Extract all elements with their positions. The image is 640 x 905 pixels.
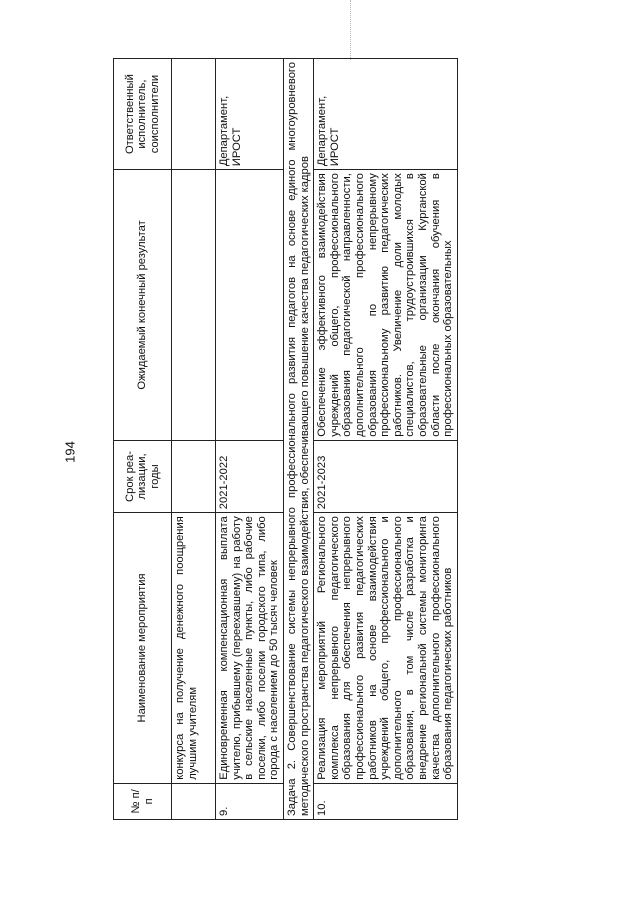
table-header-row [114, 59, 172, 820]
cell-resp: Департамент, ИРОСТ [216, 59, 284, 170]
cell-result [216, 170, 284, 441]
task-row [283, 59, 313, 820]
cell-name: Единовременная компенсационная выплата учителю, прибывшему (переехавшему) на работу в сельские населенные пункты, либо рабочие поселки, либо поселки городского типа, либо города с населением до 50 тысяч человек [216, 513, 284, 784]
cell-term: 2021-2023 [314, 440, 458, 512]
rotated-table-container [113, 58, 455, 820]
table-row [172, 59, 216, 820]
cell-name: конкурса на получение денежного поощрения лучшим учителям [172, 513, 216, 784]
table-row [216, 59, 284, 820]
activities-table [113, 58, 458, 820]
scan-artifact-line [350, 0, 351, 60]
cell-num [172, 783, 216, 819]
cell-name: Реализация мероприятий Регионального комплекса непрерывного педагогического образования для обеспечения непрерывного профессионального развития педагогических работников на основе взаимодействия учреждений общего, профессионального и дополнительного профессионального образования, в том числе разработка и внедрение региональной системы мониторинга качества дополнительного профессионального образования педагогических работников [314, 513, 458, 784]
cell-resp [172, 59, 216, 170]
header-resp: Ответственный исполнитель, соисполнители [114, 59, 172, 170]
task-heading: Задача 2. Совершенствование системы непрерывного профессионального развития педагогов на основе единого многоуровневого методического пространства педагогического взаимодействия, обеспечивающего повышение качества педагогических кадров [283, 59, 313, 820]
page-number: 194 [62, 441, 78, 463]
table-row [314, 59, 458, 820]
cell-term: 2021-2022 [216, 440, 284, 512]
cell-resp: Департамент, ИРОСТ [314, 59, 458, 170]
cell-num: 10. [314, 783, 458, 819]
header-num: № п/п [114, 783, 172, 819]
header-name: Наименование мероприятия [114, 513, 172, 784]
cell-result: Обеспечение эффективного взаимодействия учреждений общего, профессионального образования педагогической направленности, дополнительного профессионального образования по непрерывному профессиональному развитию педагогических работников. Увеличение доли молодых специалистов, трудоустроившихся в образовательные организации Курганской области после окончания обучения в профессиональных образовательных [314, 170, 458, 441]
header-term: Срок реа-лизации, годы [114, 440, 172, 512]
cell-num: 9. [216, 783, 284, 819]
cell-term [172, 440, 216, 512]
cell-result [172, 170, 216, 441]
header-result: Ожидаемый конечный результат [114, 170, 172, 441]
